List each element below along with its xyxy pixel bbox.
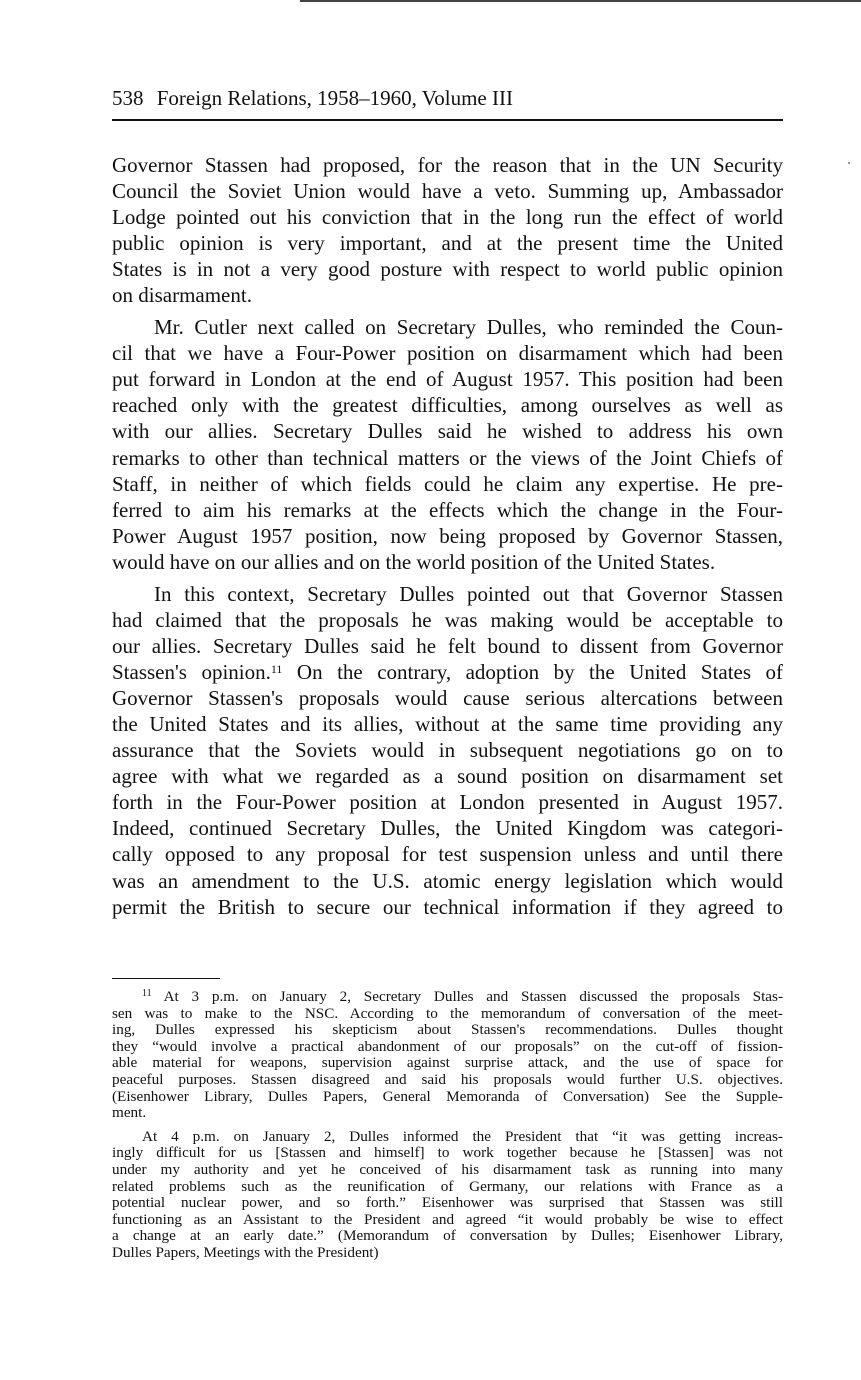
text-line: sen was to make to the NSC. According to the memorandum of conversation of the meet- — [112, 1004, 783, 1022]
text-line: forth in the Four-Power position at London presented in August 1957. — [112, 790, 783, 815]
text-line: put forward in London at the end of August 1957. This position had been — [112, 367, 783, 392]
text-line: ingly difficult for us [Stassen and himself] to work together because he [Stassen] was not — [112, 1144, 783, 1162]
top-border-line — [300, 0, 861, 2]
running-header — [112, 86, 783, 111]
text-line: the United States and its allies, without at the same time providing any — [112, 711, 783, 736]
text-line: public opinion is very important, and at the present time the United — [112, 231, 783, 256]
text-line: States is in not a very good posture with respect to world public opinion — [112, 257, 783, 282]
header-rule — [112, 119, 783, 121]
footnote-separator — [112, 978, 220, 979]
text-line: $^{11}$ At 3 p.m. on January 2, Secretary Dulles and Stassen discussed the proposals Stas- — [142, 988, 783, 1005]
text-line: ing, Dulles expressed his skepticism about Stassen's recommendations. Dulles thought — [112, 1021, 783, 1039]
text-line: was an amendment to the U.S. atomic energy legislation which would — [112, 868, 783, 893]
paragraph — [112, 314, 783, 575]
running-title: Foreign Relations, 1958–1960, Volume III — [156, 86, 513, 110]
paragraph — [112, 152, 783, 309]
text-line: cil that we have a Four-Power position on disarmament which had been — [112, 341, 783, 366]
text-line: Staff, in neither of which fields could he claim any expertise. He pre- — [112, 471, 783, 496]
text-line: would have on our allies and on the world position of the United States. — [112, 549, 716, 574]
text-line: ment. — [112, 1104, 147, 1122]
margin-mark — [848, 162, 850, 164]
footnote-paragraph — [112, 1129, 783, 1262]
text-line: Indeed, continued Secretary Dulles, the United Kingdom was categori- — [112, 816, 783, 841]
text-line: Governor Stassen had proposed, for the reason that in the UN Security — [112, 153, 783, 177]
text-line: under my authority and yet he conceived of his disarmament task as running into many — [112, 1160, 783, 1178]
text-line: able material for weapons, supervision against surprise attack, and the use of space for — [112, 1054, 783, 1072]
text-line: Mr. Cutler next called on Secretary Dulles, who reminded the Coun- — [154, 315, 783, 340]
text-line: Governor Stassen's proposals would cause serious altercations between — [112, 685, 783, 710]
text-line: ferred to aim his remarks at the effects which the change in the Four- — [112, 497, 783, 522]
text-line: they “would involve a practical abandonment of our proposals” on the cut-off of fission- — [112, 1037, 783, 1055]
text-line: permit the British to secure our technical information if they agreed to — [112, 894, 783, 919]
text-line: related problems such as the reunification of Germany, our relations with France as a — [112, 1177, 783, 1195]
main-text — [112, 152, 783, 925]
text-line: reached only with the greatest difficulties, among ourselves as well as — [112, 393, 783, 418]
text-line: At 4 p.m. on January 2, Dulles informed the President that “it was getting increas- — [142, 1127, 783, 1145]
footnote-reference: 11 — [142, 988, 152, 999]
page-number: 538 — [112, 86, 144, 110]
text-line: potential nuclear power, and so forth.” Eisenhower was surprised that Stassen was still — [112, 1194, 783, 1212]
text-line: Power August 1957 position, now being proposed by Governor Stassen, — [112, 523, 783, 548]
text-line: (Eisenhower Library, Dulles Papers, General Memoranda of Conversation) See the Supple- — [112, 1087, 783, 1105]
text-line: a change at an early date.” (Memorandum of conversation by Dulles; Eisenhower Library, — [112, 1227, 783, 1245]
text-line: cally opposed to any proposal for test suspension unless and until there — [112, 842, 783, 867]
text-line: functioning as an Assistant to the President and agreed “it would probably be wise to effect — [112, 1210, 783, 1228]
text-line: Stassen's opinion.$^{11}$ On the contrary, adoption by the United States of — [112, 659, 784, 684]
text-line: In this context, Secretary Dulles pointed out that Governor Stassen — [154, 581, 783, 606]
footnotes — [112, 989, 783, 1269]
text-line: remarks to other than technical matters or the views of the Joint Chiefs of — [112, 445, 783, 470]
text-line: had claimed that the proposals he was making would be acceptable to — [112, 607, 783, 632]
text-line: agree with what we regarded as a sound position on disarmament set — [112, 764, 783, 789]
text-line: on disarmament. — [112, 283, 252, 308]
text-line: with our allies. Secretary Dulles said he wished to address his own — [112, 419, 783, 444]
text-line: Council the Soviet Union would have a veto. Summing up, Ambassador — [112, 179, 783, 204]
text-line: Dulles Papers, Meetings with the President) — [112, 1243, 379, 1261]
footnote-paragraph — [112, 989, 783, 1122]
paragraph — [112, 581, 783, 920]
text-line: our allies. Secretary Dulles said he felt bound to dissent from Governor — [112, 633, 783, 658]
text-line: assurance that the Soviets would in subsequent negotiations go on to — [112, 738, 783, 763]
footnote-reference: 11 — [270, 661, 283, 676]
text-line: peaceful purposes. Stassen disagreed and said his proposals would further U.S. objectives. — [112, 1070, 783, 1088]
text-line: Lodge pointed out his conviction that in the long run the effect of world — [112, 205, 783, 230]
